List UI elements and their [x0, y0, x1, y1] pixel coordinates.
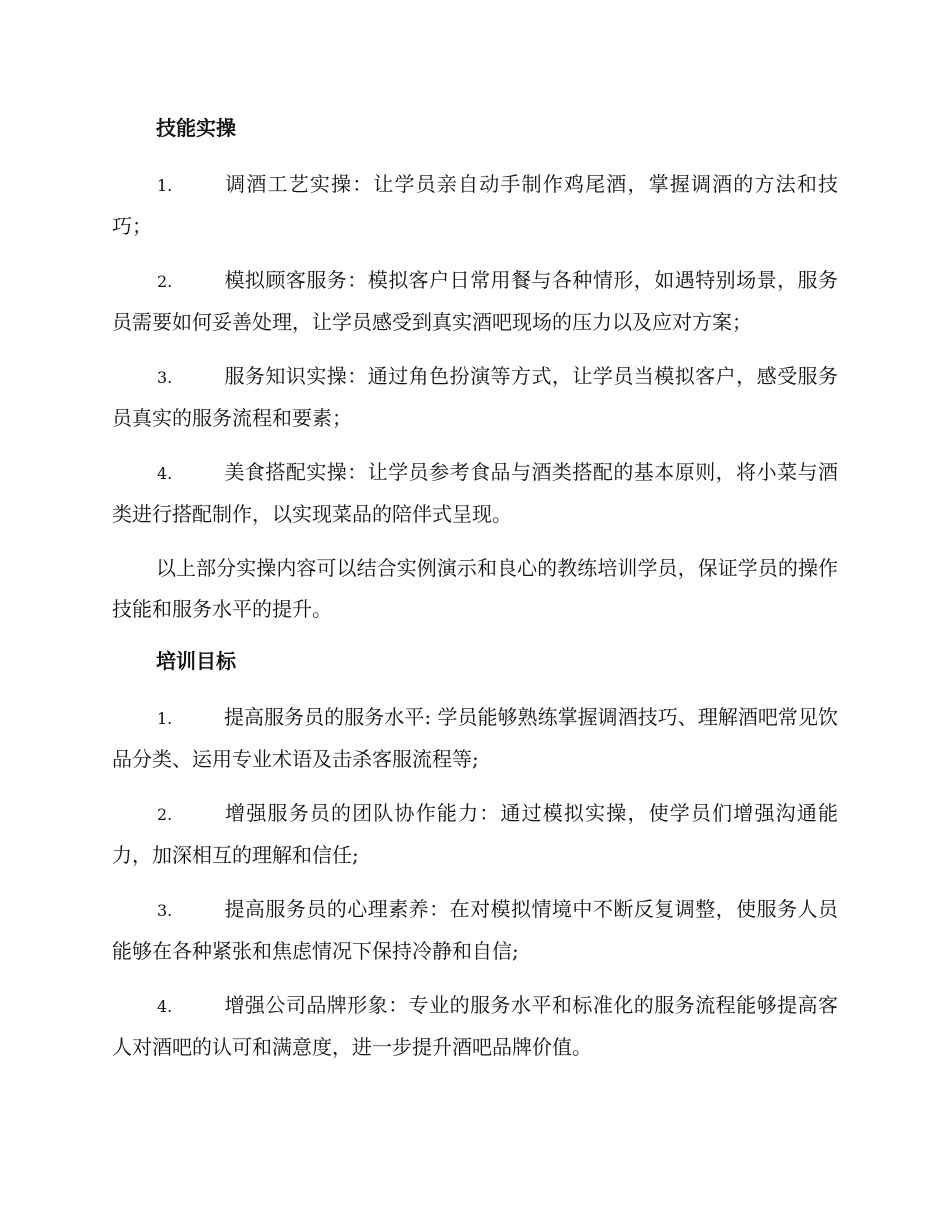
list-item: [112, 985, 838, 1068]
list-item-text: 提高服务员的服务水平: 学员能够熟练掌握调酒技巧、理解酒吧常见饮品分类、运用专业术语及击杀客服流程等;: [112, 705, 838, 771]
list-item: [112, 260, 838, 343]
list-item-text: 模拟顾客服务：模拟客户日常用餐与各种情形，如遇特别场景，服务员需要如何妥善处理，让学员感受到真实酒吧现场的压力以及应对方案；: [112, 268, 838, 334]
list-item-number: 3.: [157, 901, 173, 920]
list-item: [112, 356, 838, 439]
list-item-text: 美食搭配实操：让学员参考食品与酒类搭配的基本原则，将小菜与酒类进行搭配制作，以实现菜品的陪伴式呈现。: [112, 460, 838, 526]
list-item: [112, 889, 838, 972]
list-item-number: 2.: [157, 272, 173, 291]
list-item-number: 4.: [157, 464, 173, 483]
list-item-text: 增强公司品牌形象：专业的服务水平和标准化的服务流程能够提高客人对酒吧的认可和满意度，进一步提升酒吧品牌价值。: [112, 993, 838, 1059]
list-item-text: 调酒工艺实操：让学员亲自动手制作鸡尾酒，掌握调酒的方法和技巧；: [112, 172, 838, 238]
list-item-number: 1.: [157, 709, 173, 728]
list-item-number: 4.: [157, 997, 173, 1016]
list-item-number: 2.: [157, 805, 173, 824]
list-item-number: 1.: [157, 176, 173, 195]
closing-paragraph: 以上部分实操内容可以结合实例演示和良心的教练培训学员，保证学员的操作技能和服务水平的提升。: [112, 556, 838, 621]
section-heading-skills: 技能实操: [156, 116, 236, 140]
list-item: [112, 164, 838, 247]
list-item-text: 服务知识实操：通过角色扮演等方式，让学员当模拟客户，感受服务员真实的服务流程和要素；: [112, 364, 838, 430]
list-item-number: 3.: [157, 368, 173, 387]
list-item: [112, 697, 838, 780]
list-item-text: 提高服务员的心理素养：在对模拟情境中不断反复调整，使服务人员能够在各种紧张和焦虑情况下保持冷静和自信;: [112, 897, 838, 963]
list-item: [112, 793, 838, 876]
section-heading-goals: 培训目标: [156, 649, 236, 673]
list-item: [112, 452, 838, 535]
list-item-text: 增强服务员的团队协作能力：通过模拟实操，使学员们增强沟通能力，加深相互的理解和信任;: [112, 801, 838, 867]
